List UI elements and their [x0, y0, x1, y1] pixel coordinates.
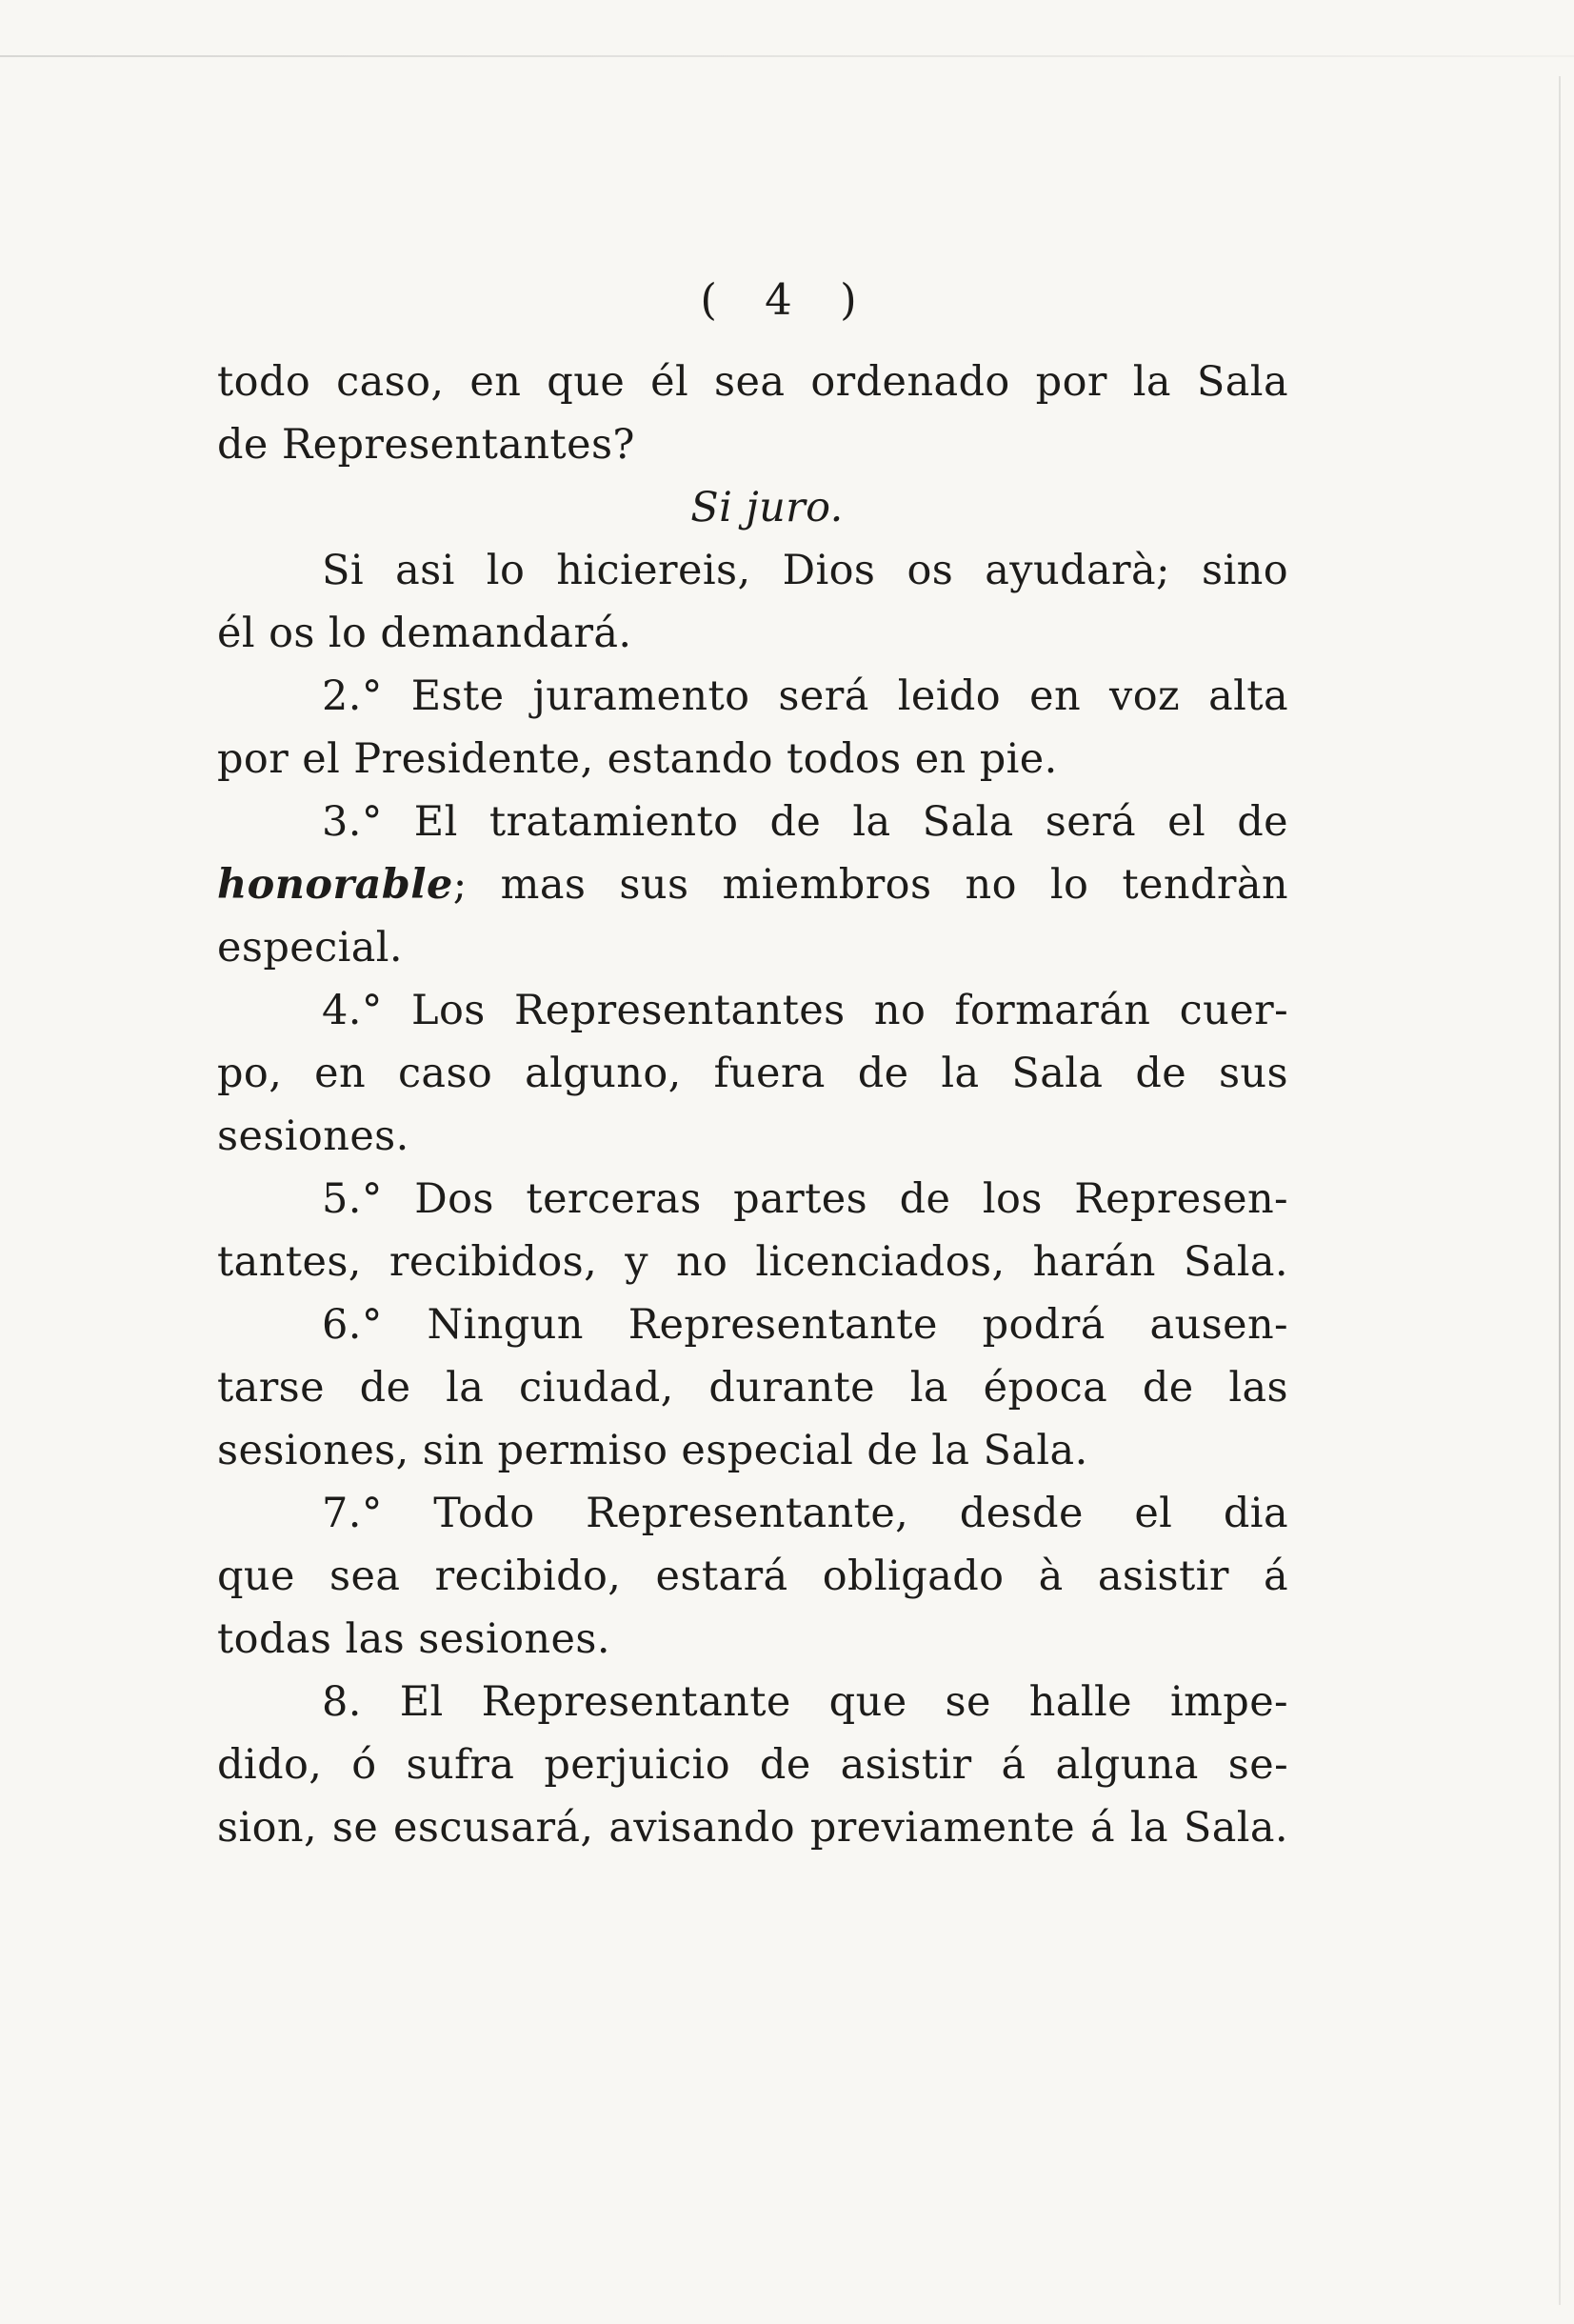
text-line: tantes, recibidos, y no licenciados, harán Sala.	[217, 1238, 1288, 1286]
text-line: dido, ó sufra perjuicio de asistir á alguna se-	[217, 1741, 1288, 1789]
text-fragment: ; mas sus miembros no lo tendràn	[452, 861, 1288, 909]
article-6-line: 6.° Ningun Representante podrá ausen-	[322, 1301, 1288, 1349]
article-7-line: 7.° Todo Representante, desde el dia	[322, 1490, 1288, 1537]
text-line: sesiones.	[217, 1112, 409, 1160]
text-line: especial.	[217, 924, 403, 972]
body-text	[217, 351, 1288, 1859]
text-line: sion, se escusará, avisando previamente á la Sala.	[217, 1804, 1288, 1852]
article-5-line: 5.° Dos terceras partes de los Represen-	[322, 1175, 1288, 1223]
text-line: po, en caso alguno, fuera de la Sala de sus	[217, 1050, 1288, 1097]
text-line: que sea recibido, estará obligado à asistir á	[217, 1553, 1288, 1600]
scan-edge-top	[0, 55, 1574, 57]
article-4-line: 4.° Los Representantes no formarán cuer-	[322, 987, 1288, 1034]
article-2-line: 2.° Este juramento será leido en voz alta	[322, 672, 1288, 720]
text-line	[217, 853, 1288, 916]
text-line: de Representantes?	[217, 421, 635, 469]
emphasis-honorable: honorable	[217, 861, 453, 909]
text-line: sesiones, sin permiso especial de la Sala.	[217, 1427, 1088, 1474]
text-line: Si asi lo hiciereis, Dios os ayudarà; sino	[322, 547, 1288, 594]
text-line: él os lo demandará.	[217, 610, 632, 657]
article-8-line: 8. El Representante que se halle impe-	[322, 1678, 1288, 1726]
text-line: por el Presidente, estando todos en pie.	[217, 735, 1058, 783]
article-3-line: 3.° El tratamiento de la Sala será el de	[322, 798, 1288, 846]
text-line: todas las sesiones.	[217, 1615, 610, 1663]
page-number: ( 4 )	[700, 274, 874, 325]
text-line: todo caso, en que él sea ordenado por la Sala	[217, 358, 1288, 406]
scan-edge-right	[1559, 76, 1561, 2305]
oath-response: Si juro.	[690, 484, 844, 531]
text-line: tarse de la ciudad, durante la época de las	[217, 1364, 1288, 1412]
